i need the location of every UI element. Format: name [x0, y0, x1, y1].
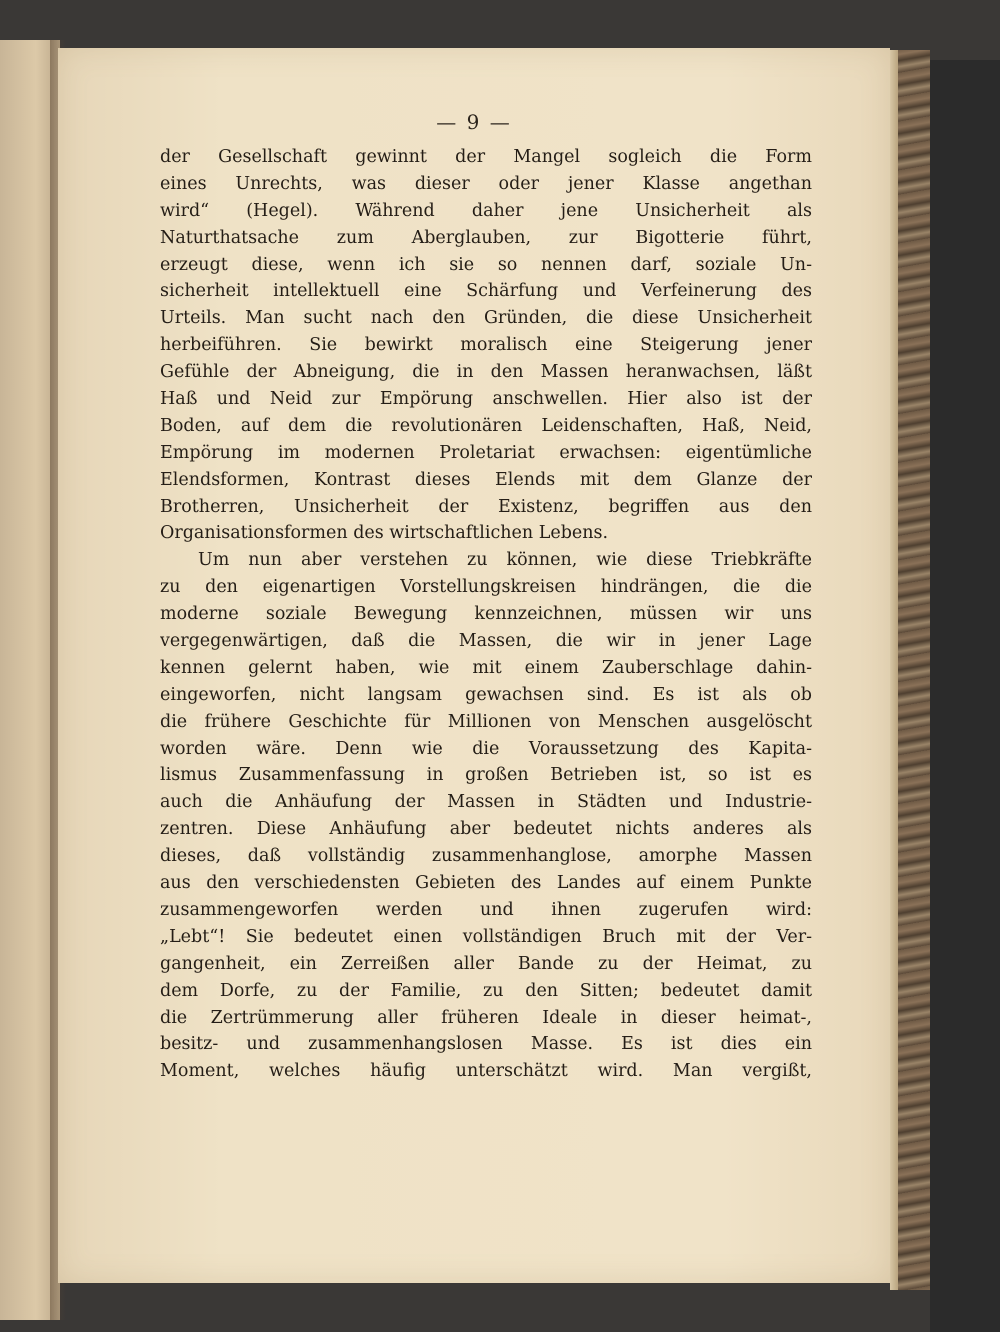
- text-line: Naturthatsache zum Aberglauben, zur Bigotterie führt,: [160, 227, 812, 248]
- text-line: die frühere Geschichte für Millionen von Menschen ausgelöscht: [160, 711, 812, 732]
- text-line: zusammengeworfen werden und ihnen zugerufen wird:: [160, 899, 812, 920]
- text-line: zentren. Diese Anhäufung aber bedeutet nichts anderes als: [160, 819, 812, 840]
- text-line: wird“ (Hegel). Während daher jene Unsicherheit als: [160, 200, 812, 221]
- marbled-cover-edge: [890, 50, 930, 1290]
- text-line: dem Dorfe, zu der Familie, zu den Sitten; bedeutet damit: [160, 980, 812, 1001]
- text-line: Gefühle der Abneigung, die in den Massen heranwachsen, läßt: [160, 362, 812, 383]
- text-line: die Zertrümmerung aller früheren Ideale in dieser heimat-,: [160, 1007, 812, 1028]
- text-line: zu den eigenartigen Vorstellungskreisen hindrängen, die die: [160, 577, 812, 598]
- text-line: Empörung im modernen Proletariat erwachsen: eigentümliche: [160, 442, 812, 463]
- page-number: — 9 —: [436, 110, 512, 134]
- text-line: Moment, welches häufig unterschätzt wird. Man vergißt,: [160, 1061, 812, 1082]
- text-line: moderne soziale Bewegung kennzeichnen, müssen wir uns: [160, 604, 812, 625]
- body-text: [160, 144, 812, 1085]
- text-line: Haß und Neid zur Empörung anschwellen. Hier also ist der: [160, 389, 812, 410]
- text-line: eingeworfen, nicht langsam gewachsen sind. Es ist als ob: [160, 684, 812, 705]
- background: [930, 60, 1000, 1332]
- text-line: sicherheit intellektuell eine Schärfung und Verfeinerung des: [160, 281, 812, 302]
- text-line: besitz- und zusammenhangslosen Masse. Es ist dies ein: [160, 1034, 812, 1055]
- book-page: [58, 48, 890, 1283]
- text-line: auch die Anhäufung der Massen in Städten und Industrie-: [160, 792, 812, 813]
- text-line: Boden, auf dem die revolutionären Leidenschaften, Haß, Neid,: [160, 415, 812, 436]
- text-line: Organisationsformen des wirtschaftlichen Lebens.: [160, 523, 609, 544]
- text-line: Brotherren, Unsicherheit der Existenz, begriffen aus den: [160, 496, 812, 517]
- text-line: Urteils. Man sucht nach den Gründen, die diese Unsicherheit: [160, 308, 812, 329]
- text-line: dieses, daß vollständig zusammenhanglose, amorphe Massen: [160, 846, 812, 867]
- text-line: der Gesellschaft gewinnt der Mangel sogleich die Form: [160, 147, 812, 167]
- text-line: eines Unrechts, was dieser oder jener Klasse angethan: [160, 173, 812, 194]
- text-line: herbeiführen. Sie bewirkt moralisch eine Steigerung jener: [160, 335, 812, 356]
- text-line: worden wäre. Denn wie die Voraussetzung des Kapita-: [160, 738, 812, 759]
- text-line: vergegenwärtigen, daß die Massen, die wir in jener Lage: [160, 631, 812, 652]
- text-line: aus den verschiedensten Gebieten des Landes auf einem Punkte: [160, 873, 812, 894]
- text-line: Elendsformen, Kontrast dieses Elends mit dem Glanze der: [160, 469, 812, 490]
- text-line: erzeugt diese, wenn ich sie so nennen darf, soziale Un-: [160, 254, 812, 275]
- text-line: Um nun aber verstehen zu können, wie diese Triebkräfte: [198, 550, 812, 571]
- text-line: kennen gelernt haben, wie mit einem Zauberschlage dahin-: [160, 657, 812, 678]
- text-line: lismus Zusammenfassung in großen Betrieben ist, so ist es: [160, 765, 812, 786]
- text-line: „Lebt“! Sie bedeutet einen vollständigen Bruch mit der Ver-: [160, 926, 812, 947]
- text-line: gangenheit, ein Zerreißen aller Bande zu der Heimat, zu: [160, 953, 812, 974]
